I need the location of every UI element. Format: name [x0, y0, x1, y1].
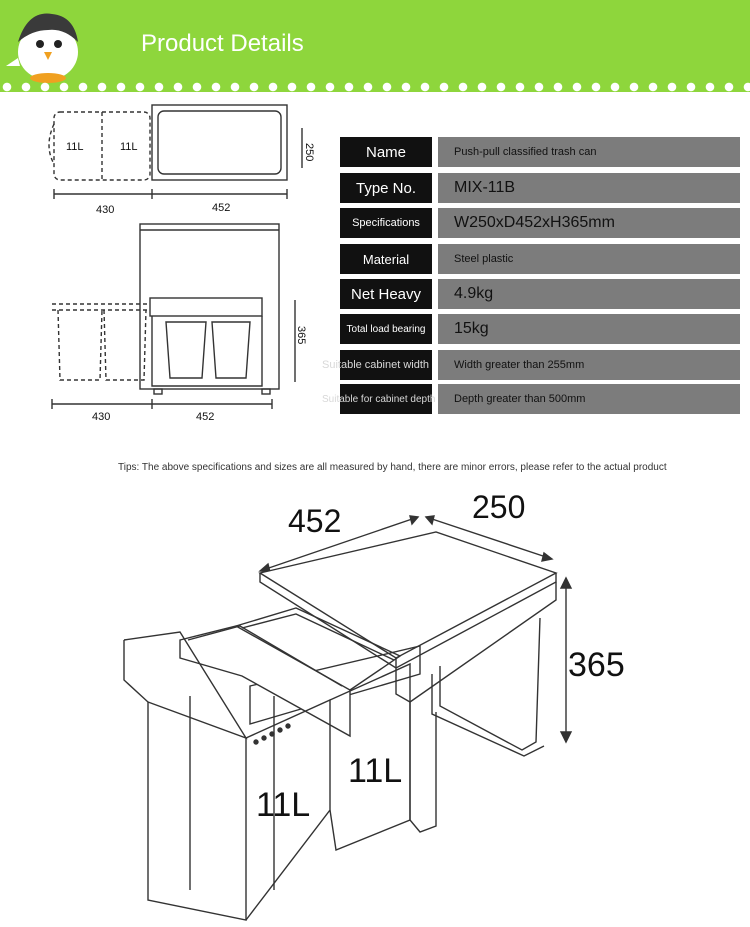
spec-label: Specifications — [340, 208, 432, 238]
iso-depth-dim: 452 — [288, 503, 342, 539]
header-banner — [0, 0, 750, 92]
spec-row-type — [340, 173, 740, 203]
spec-value: W250xD452xH365mm — [438, 208, 740, 238]
page-title: Product Details — [141, 30, 304, 57]
spec-row-cabinet-width — [322, 350, 740, 380]
penguin-mascot-icon — [4, 2, 96, 86]
iso-height-dim: 365 — [568, 646, 625, 684]
top-height-dim: 250 — [303, 143, 315, 162]
spec-label — [322, 350, 432, 380]
spec-label-text: Suitable for cabinet depth — [322, 393, 436, 405]
spec-value: 15kg — [438, 314, 740, 344]
top-view-drawing — [40, 100, 330, 220]
spec-label: Name — [340, 137, 432, 167]
top-bin-left-label: 11L — [66, 141, 84, 153]
spec-row-total-load — [340, 314, 740, 344]
spec-value: MIX-11B — [438, 173, 740, 203]
spec-value: 4.9kg — [438, 279, 740, 309]
spec-value: Steel plastic — [438, 244, 740, 274]
side-height-dim: 365 — [295, 326, 307, 345]
tips-note: Tips: The above specifications and sizes are all measured by hand, there are minor errors, please refer to the actual product — [118, 462, 667, 473]
spec-value: Push-pull classified trash can — [438, 137, 740, 167]
top-width-dim: 430 — [96, 204, 115, 216]
isometric-product-drawing — [110, 480, 650, 920]
spec-label: Net Heavy — [340, 279, 432, 309]
spec-label: Type No. — [340, 173, 432, 203]
iso-bin-left-label: 11L — [256, 786, 311, 824]
spec-label: Total load bearing — [340, 314, 432, 344]
top-bin-right-label: 11L — [120, 141, 138, 153]
spec-label — [322, 384, 436, 414]
spec-row-net-heavy — [340, 279, 740, 309]
spec-row-name — [340, 137, 740, 167]
side-view-drawing — [40, 218, 330, 428]
spec-row-specifications — [340, 208, 740, 238]
spec-value: Width greater than 255mm — [438, 350, 740, 380]
spec-label: Material — [340, 244, 432, 274]
iso-bin-right-label: 11L — [348, 752, 403, 790]
side-width-dim: 430 — [92, 411, 111, 423]
top-depth-dim: 452 — [212, 202, 231, 214]
spec-label-text: Suitable cabinet width — [322, 359, 430, 371]
spec-row-cabinet-depth — [322, 384, 740, 414]
iso-width-dim: 250 — [472, 489, 526, 525]
spec-value: Depth greater than 500mm — [438, 384, 740, 414]
spec-row-material — [340, 244, 740, 274]
side-depth-dim: 452 — [196, 411, 215, 423]
